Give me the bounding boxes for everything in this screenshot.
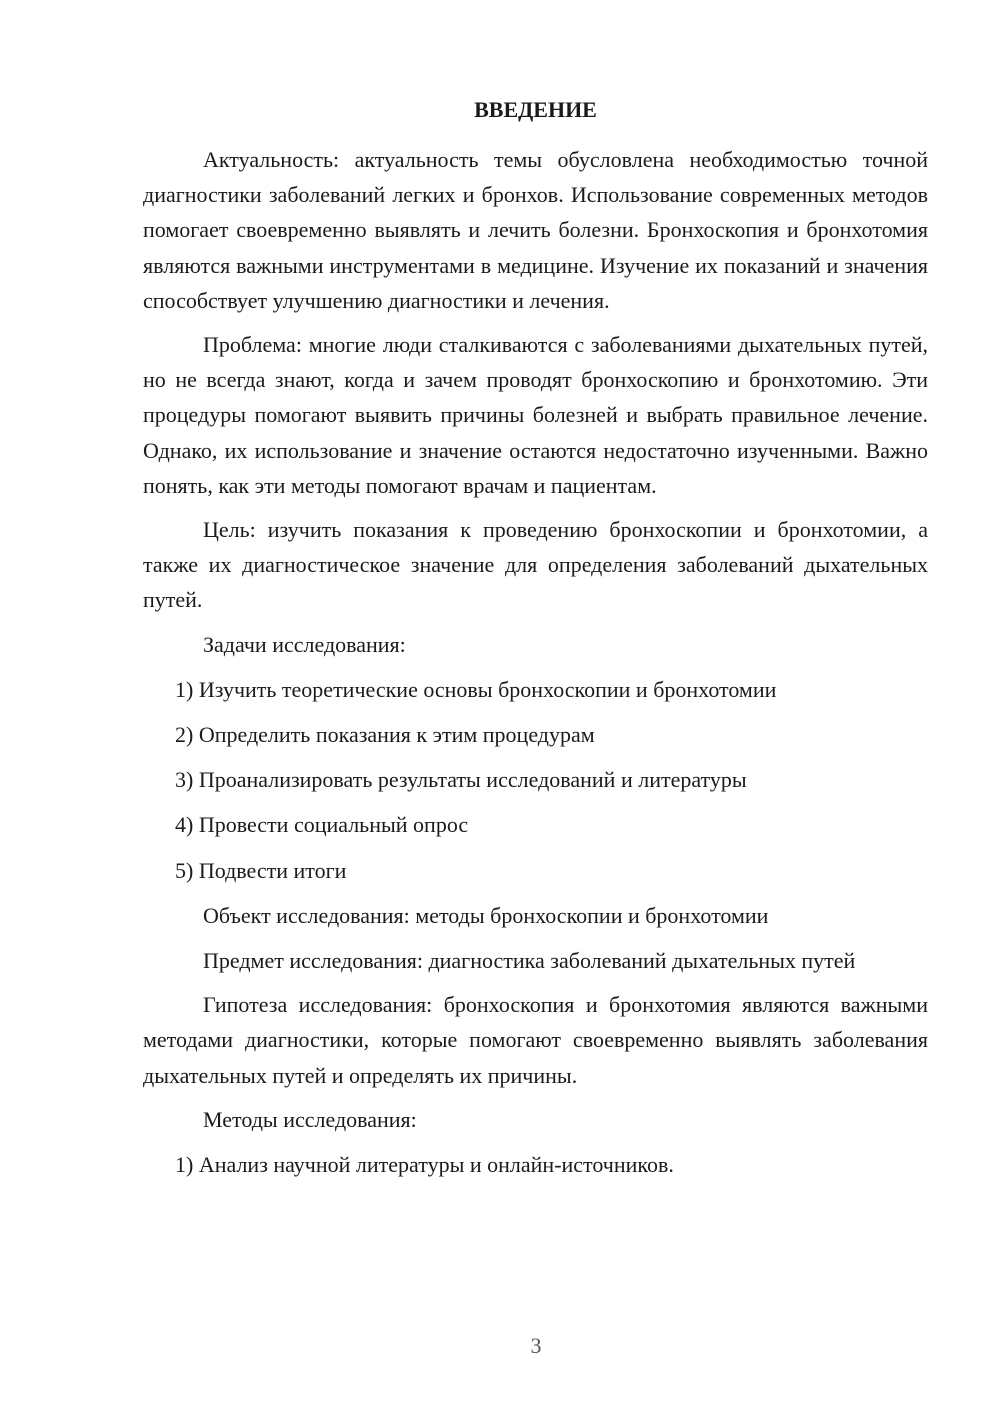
task-item-4: 4) Провести социальный опрос: [175, 812, 469, 838]
subject-paragraph: Предмет исследования: диагностика заболеваний дыхательных путей: [203, 948, 856, 974]
relevance-paragraph: Актуальность: актуальность темы обусловлена необходимостью точной диагностики заболеваний легких и бронхов. Использование современных методов помогает своевременно выявлять и лечить болезни. Бронхоскопия и бронхотомия являются важными инструментами в медицине. Изучение их показаний и значения способствует улучшению диагностики и лечения.: [143, 147, 928, 313]
task-item-5: 5) Подвести итоги: [175, 857, 347, 883]
object-paragraph: Объект исследования: методы бронхоскопии и бронхотомии: [203, 902, 769, 928]
section-title: ВВЕДЕНИЕ: [474, 97, 597, 122]
tasks-heading: Задачи исследования:: [203, 631, 406, 657]
task-item-3: 3) Проанализировать результаты исследований и литературы: [175, 767, 747, 793]
task-item-2: 2) Определить показания к этим процедурам: [175, 722, 595, 748]
methods-list: [143, 1147, 928, 1182]
tasks-list: [143, 672, 928, 888]
task-item-1: 1) Изучить теоретические основы бронхоскопии и бронхотомии: [175, 676, 777, 702]
document-page: [143, 92, 928, 1192]
problem-paragraph: Проблема: многие люди сталкиваются с заболеваниями дыхательных путей, но не всегда знают, когда и зачем проводят бронхоскопию и бронхотомию. Эти процедуры помогают выявить причины болезней и выбрать правильное лечение. Однако, их использование и значение остаются недостаточно изученными. Важно понять, как эти методы помогают врачам и пациентам.: [143, 332, 928, 498]
page-number: 3: [530, 1333, 542, 1358]
method-item-1: 1) Анализ научной литературы и онлайн-источников.: [175, 1152, 674, 1178]
hypothesis-paragraph: Гипотеза исследования: бронхоскопия и бронхотомия являются важными методами диагностики, которые помогают своевременно выявлять заболевания дыхательных путей и определять их причины.: [143, 992, 928, 1088]
goal-paragraph: Цель: изучить показания к проведению бронхоскопии и бронхотомии, а также их диагностическое значение для определения заболеваний дыхательных путей.: [143, 517, 928, 613]
methods-heading: Методы исследования:: [203, 1106, 417, 1132]
